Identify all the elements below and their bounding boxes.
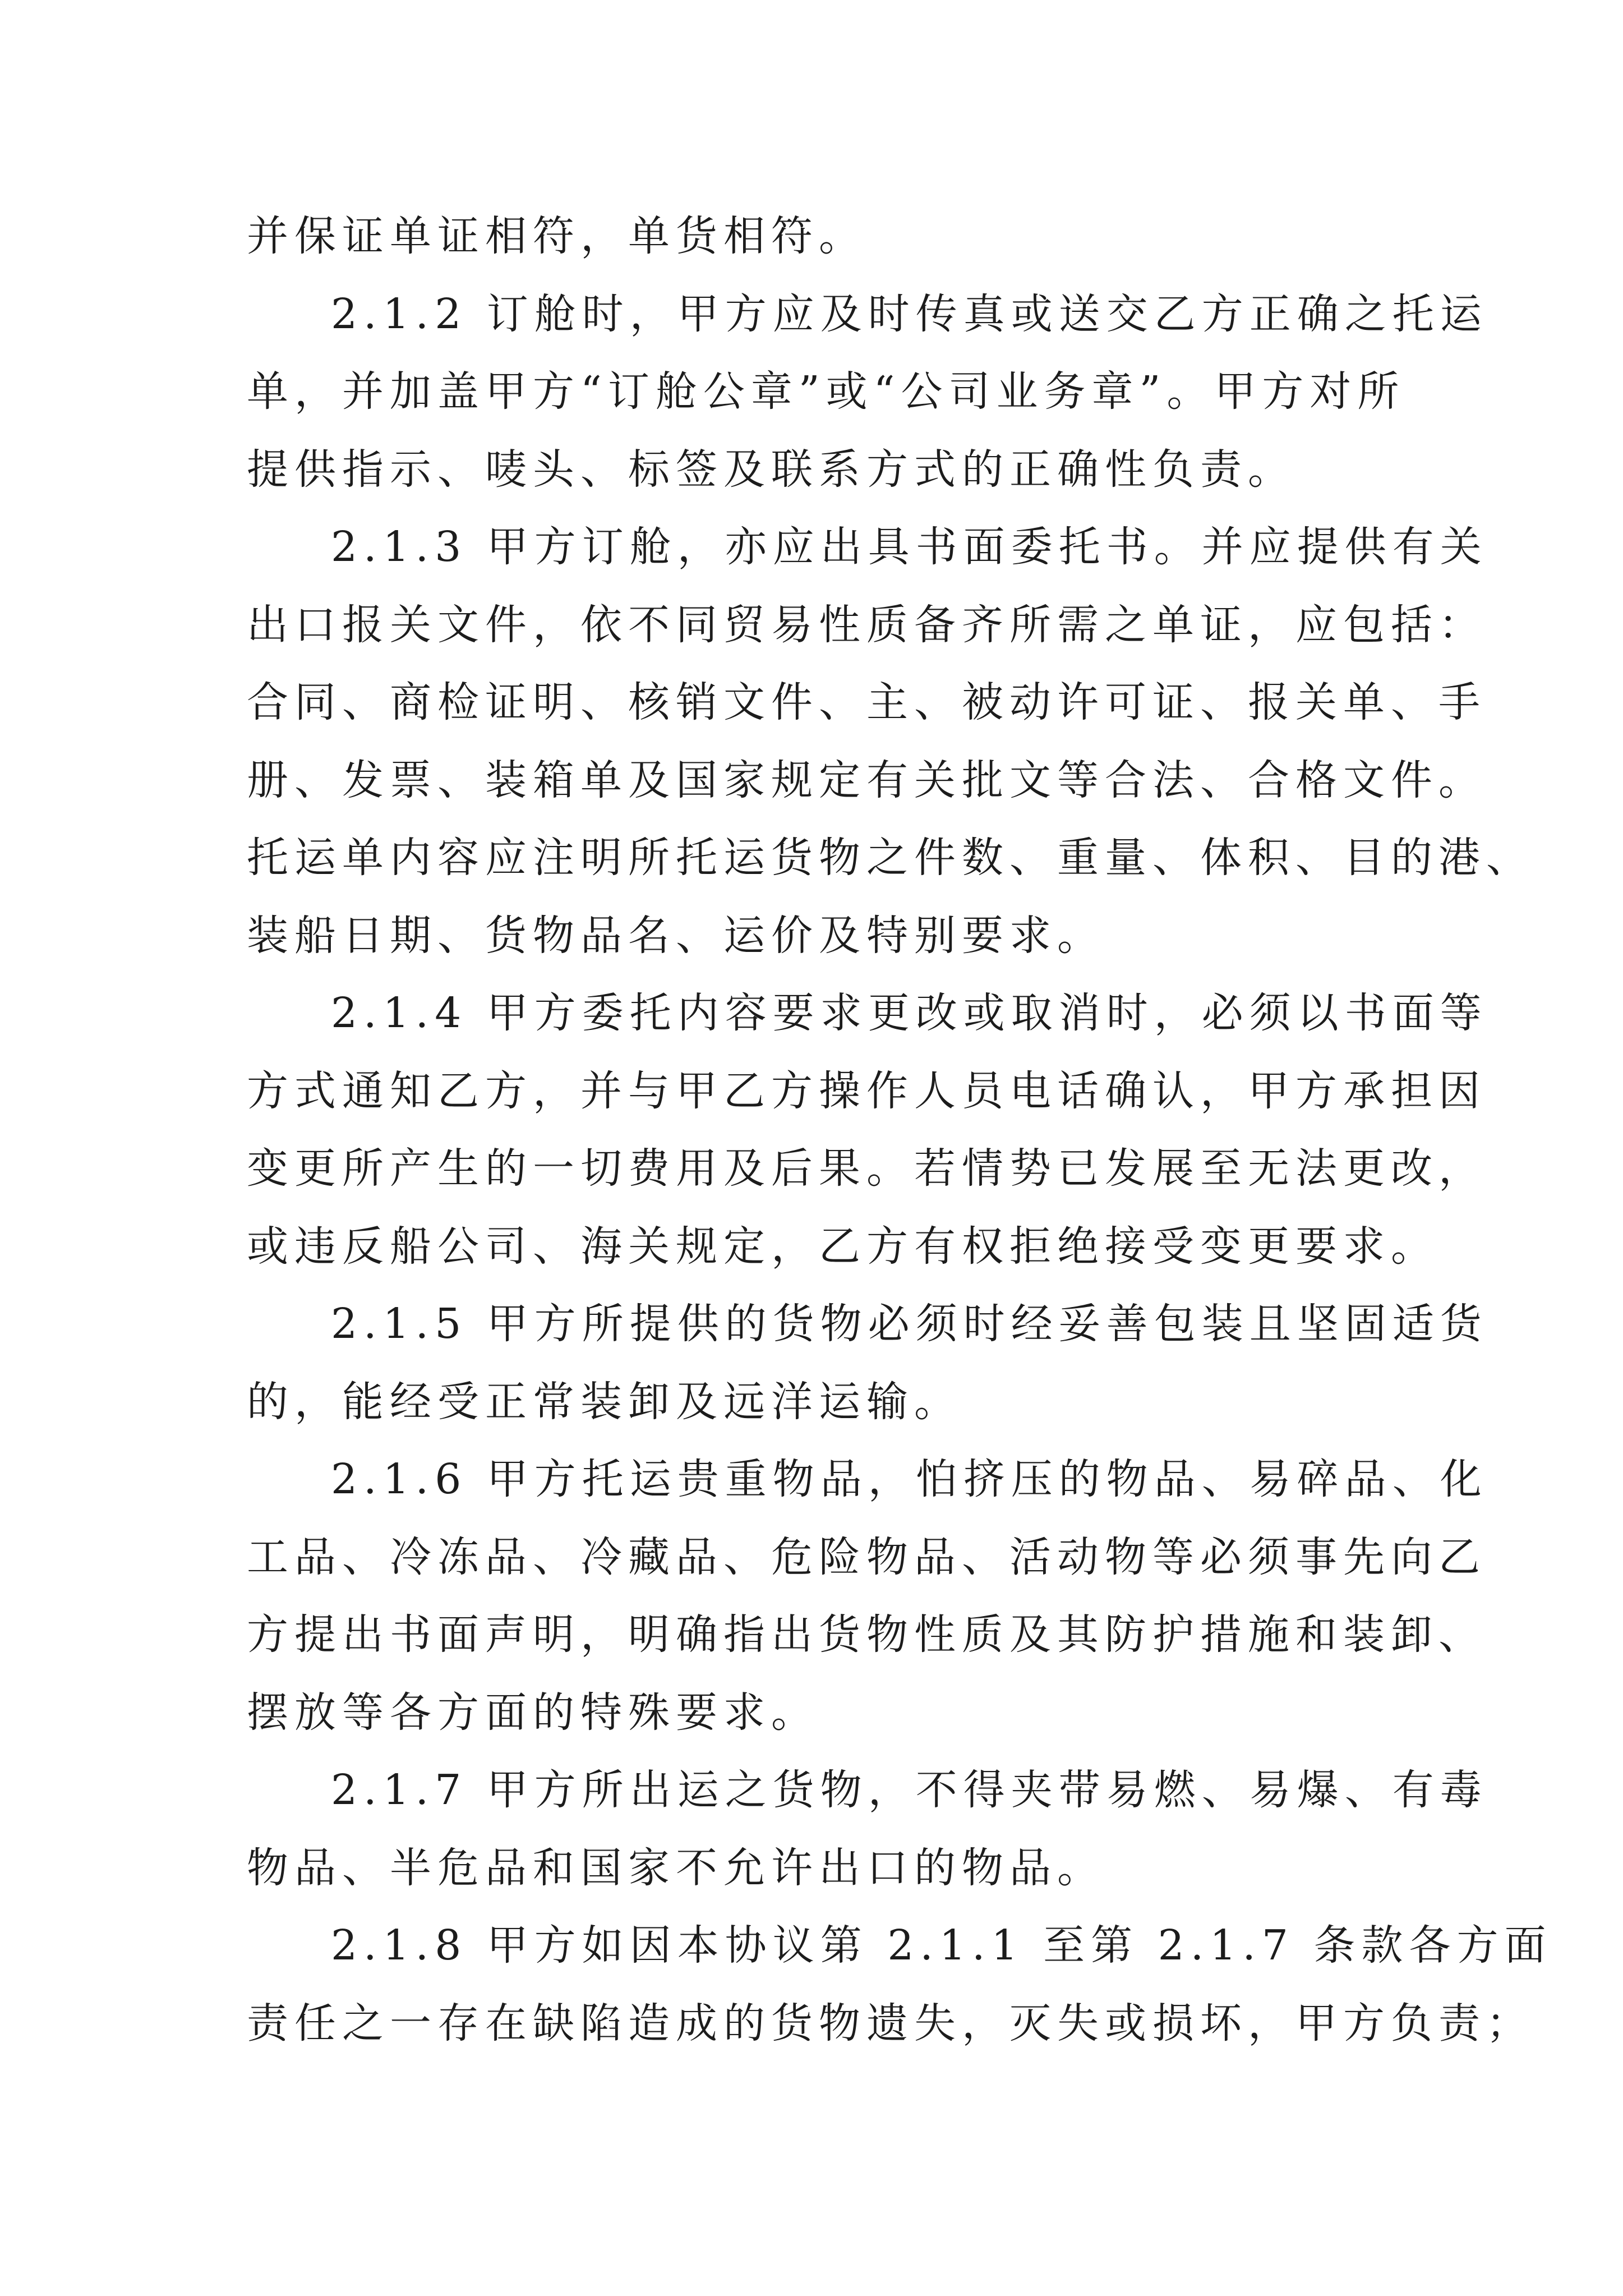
clause-2-1-7-start: 2.1.7 甲方所出运之货物，不得夹带易燃、易爆、有毒	[331, 1766, 1488, 1814]
text-line: 并保证单证相符，单货相符。	[247, 212, 866, 260]
text-line: 托运单内容应注明所托运货物之件数、重量、体积、目的港、	[247, 834, 1534, 882]
text-line: 责任之一存在缺陷造成的货物遗失，灭失或损坏，甲方负责；	[247, 1999, 1534, 2047]
text-line: 的，能经受正常装卸及远洋运输。	[247, 1377, 962, 1426]
clause-2-1-3-start: 2.1.3 甲方订舱，亦应出具书面委托书。并应提供有关	[331, 523, 1488, 571]
text-line: 或违反船公司、海关规定，乙方有权拒绝接受变更要求。	[247, 1222, 1438, 1271]
text-line: 物品、半危品和国家不允许出口的物品。	[247, 1843, 1105, 1892]
text-line: 摆放等各方面的特殊要求。	[247, 1688, 819, 1737]
clause-2-1-2-start: 2.1.2 订舱时，甲方应及时传真或送交乙方正确之托运	[331, 289, 1488, 338]
document-body	[247, 197, 1552, 2062]
text-line: 方式通知乙方，并与甲乙方操作人员电话确认，甲方承担因	[247, 1066, 1486, 1115]
clause-2-1-6-start: 2.1.6 甲方托运贵重物品，怕挤压的物品、易碎品、化	[331, 1455, 1488, 1503]
text-line: 提供指示、唛头、标签及联系方式的正确性负责。	[247, 445, 1295, 494]
clause-2-1-8-start: 2.1.8 甲方如因本协议第 2.1.1 至第 2.1.7 条款各方面	[331, 1921, 1552, 1970]
text-line: 变更所产生的一切费用及后果。若情势已发展至无法更改，	[247, 1144, 1486, 1193]
text-line: 方提出书面声明，明确指出货物性质及其防护措施和装卸、	[247, 1611, 1486, 1659]
text-line: 出口报关文件，依不同贸易性质备齐所需之单证，应包括：	[247, 600, 1486, 649]
text-line: 工品、冷冻品、冷藏品、危险物品、活动物等必须事先向乙	[247, 1533, 1486, 1581]
clause-2-1-4-start: 2.1.4 甲方委托内容要求更改或取消时，必须以书面等	[331, 989, 1488, 1037]
text-line: 合同、商检证明、核销文件、主、被动许可证、报关单、手	[247, 678, 1486, 726]
text-line: 装船日期、货物品名、运价及特别要求。	[247, 911, 1105, 960]
text-line: 册、发票、装箱单及国家规定有关批文等合法、合格文件。	[247, 756, 1486, 804]
clause-2-1-5-start: 2.1.5 甲方所提供的货物必须时经妥善包装且坚固适货	[331, 1300, 1488, 1348]
text-line: 单，并加盖甲方“订舱公章”或“公司业务章”。甲方对所	[247, 367, 1405, 416]
